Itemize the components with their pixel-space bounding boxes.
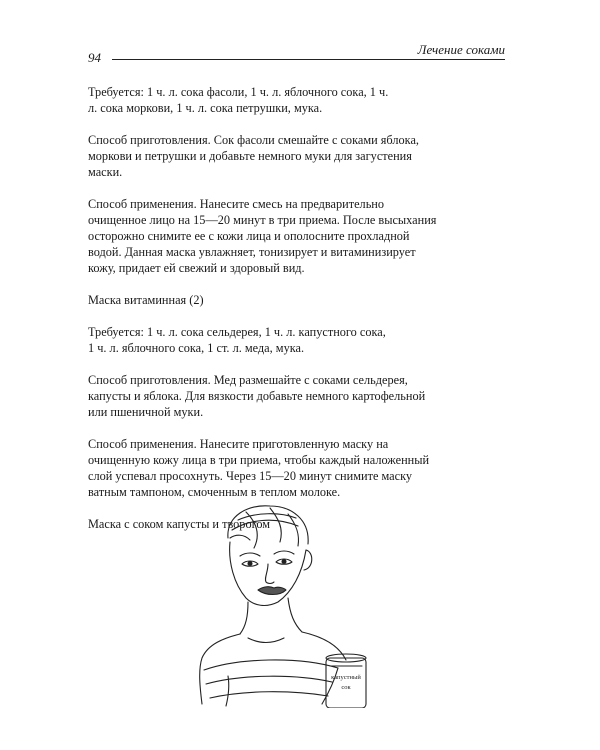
jar-label-line2: сок [341,684,351,691]
text-line: Требуется: 1 ч. л. сока сельдерея, 1 ч. л. капустного сока, [88,325,386,339]
paragraph-application-1 [88,196,518,276]
text-line: осторожно снимите ее с кожи лица и ополосните прохладной [88,229,410,243]
text-line: или пшеничной муки. [88,405,204,419]
text-line: слой успевал просохнуть. Через 15—20 минут снимите маску [88,469,413,483]
woman-with-juice-illustration [188,498,388,708]
section-heading-vitamin-mask [88,292,518,308]
text-line: л. сока моркови, 1 ч. л. сока петрушки, мука. [88,101,323,115]
text-line: Способ приготовления. Сок фасоли смешайте с соками яблока, [88,133,419,147]
paragraph-ingredients-1 [88,84,518,116]
text-line: 1 ч. л. яблочного сока, 1 ст. л. меда, мука. [88,341,305,355]
body-text [88,84,518,548]
text-line: Способ применения. Нанесите приготовленную маску на [88,437,389,451]
jar-label-line1: капустный [331,674,361,681]
header-rule [112,59,505,60]
page-number: 94 [88,50,101,65]
text-line: очищенное лицо на 15—20 минут в три приема. После высыхания [88,213,437,227]
text-line: моркови и петрушки и добавьте немного муки для загустения [88,149,412,163]
text-line: Маска витаминная (2) [88,293,204,307]
text-line: Требуется: 1 ч. л. сока фасоли, 1 ч. л. яблочного сока, 1 ч. [88,85,389,99]
paragraph-preparation-1 [88,132,518,180]
paragraph-ingredients-2 [88,324,518,356]
text-line: очищенную кожу лица в три приема, чтобы каждый наложенный [88,453,430,467]
paragraph-application-2 [88,436,518,500]
paragraph-preparation-2 [88,372,518,420]
text-line: Способ приготовления. Мед размешайте с соками сельдерея, [88,373,408,387]
text-line: водой. Данная маска увлажняет, тонизирует и витаминизирует [88,245,416,259]
text-line: капусты и яблока. Для вязкости добавьте немного картофельной [88,389,426,403]
text-line: Способ применения. Нанесите смесь на предварительно [88,197,385,211]
text-line: маски. [88,165,123,179]
text-line: ватным тампоном, смоченным в теплом молоке. [88,485,341,499]
text-line: Маска с соком капусты и творогом [88,517,271,531]
text-line: кожу, придает ей свежий и здоровый вид. [88,261,305,275]
running-title: Лечение соками [417,42,505,57]
